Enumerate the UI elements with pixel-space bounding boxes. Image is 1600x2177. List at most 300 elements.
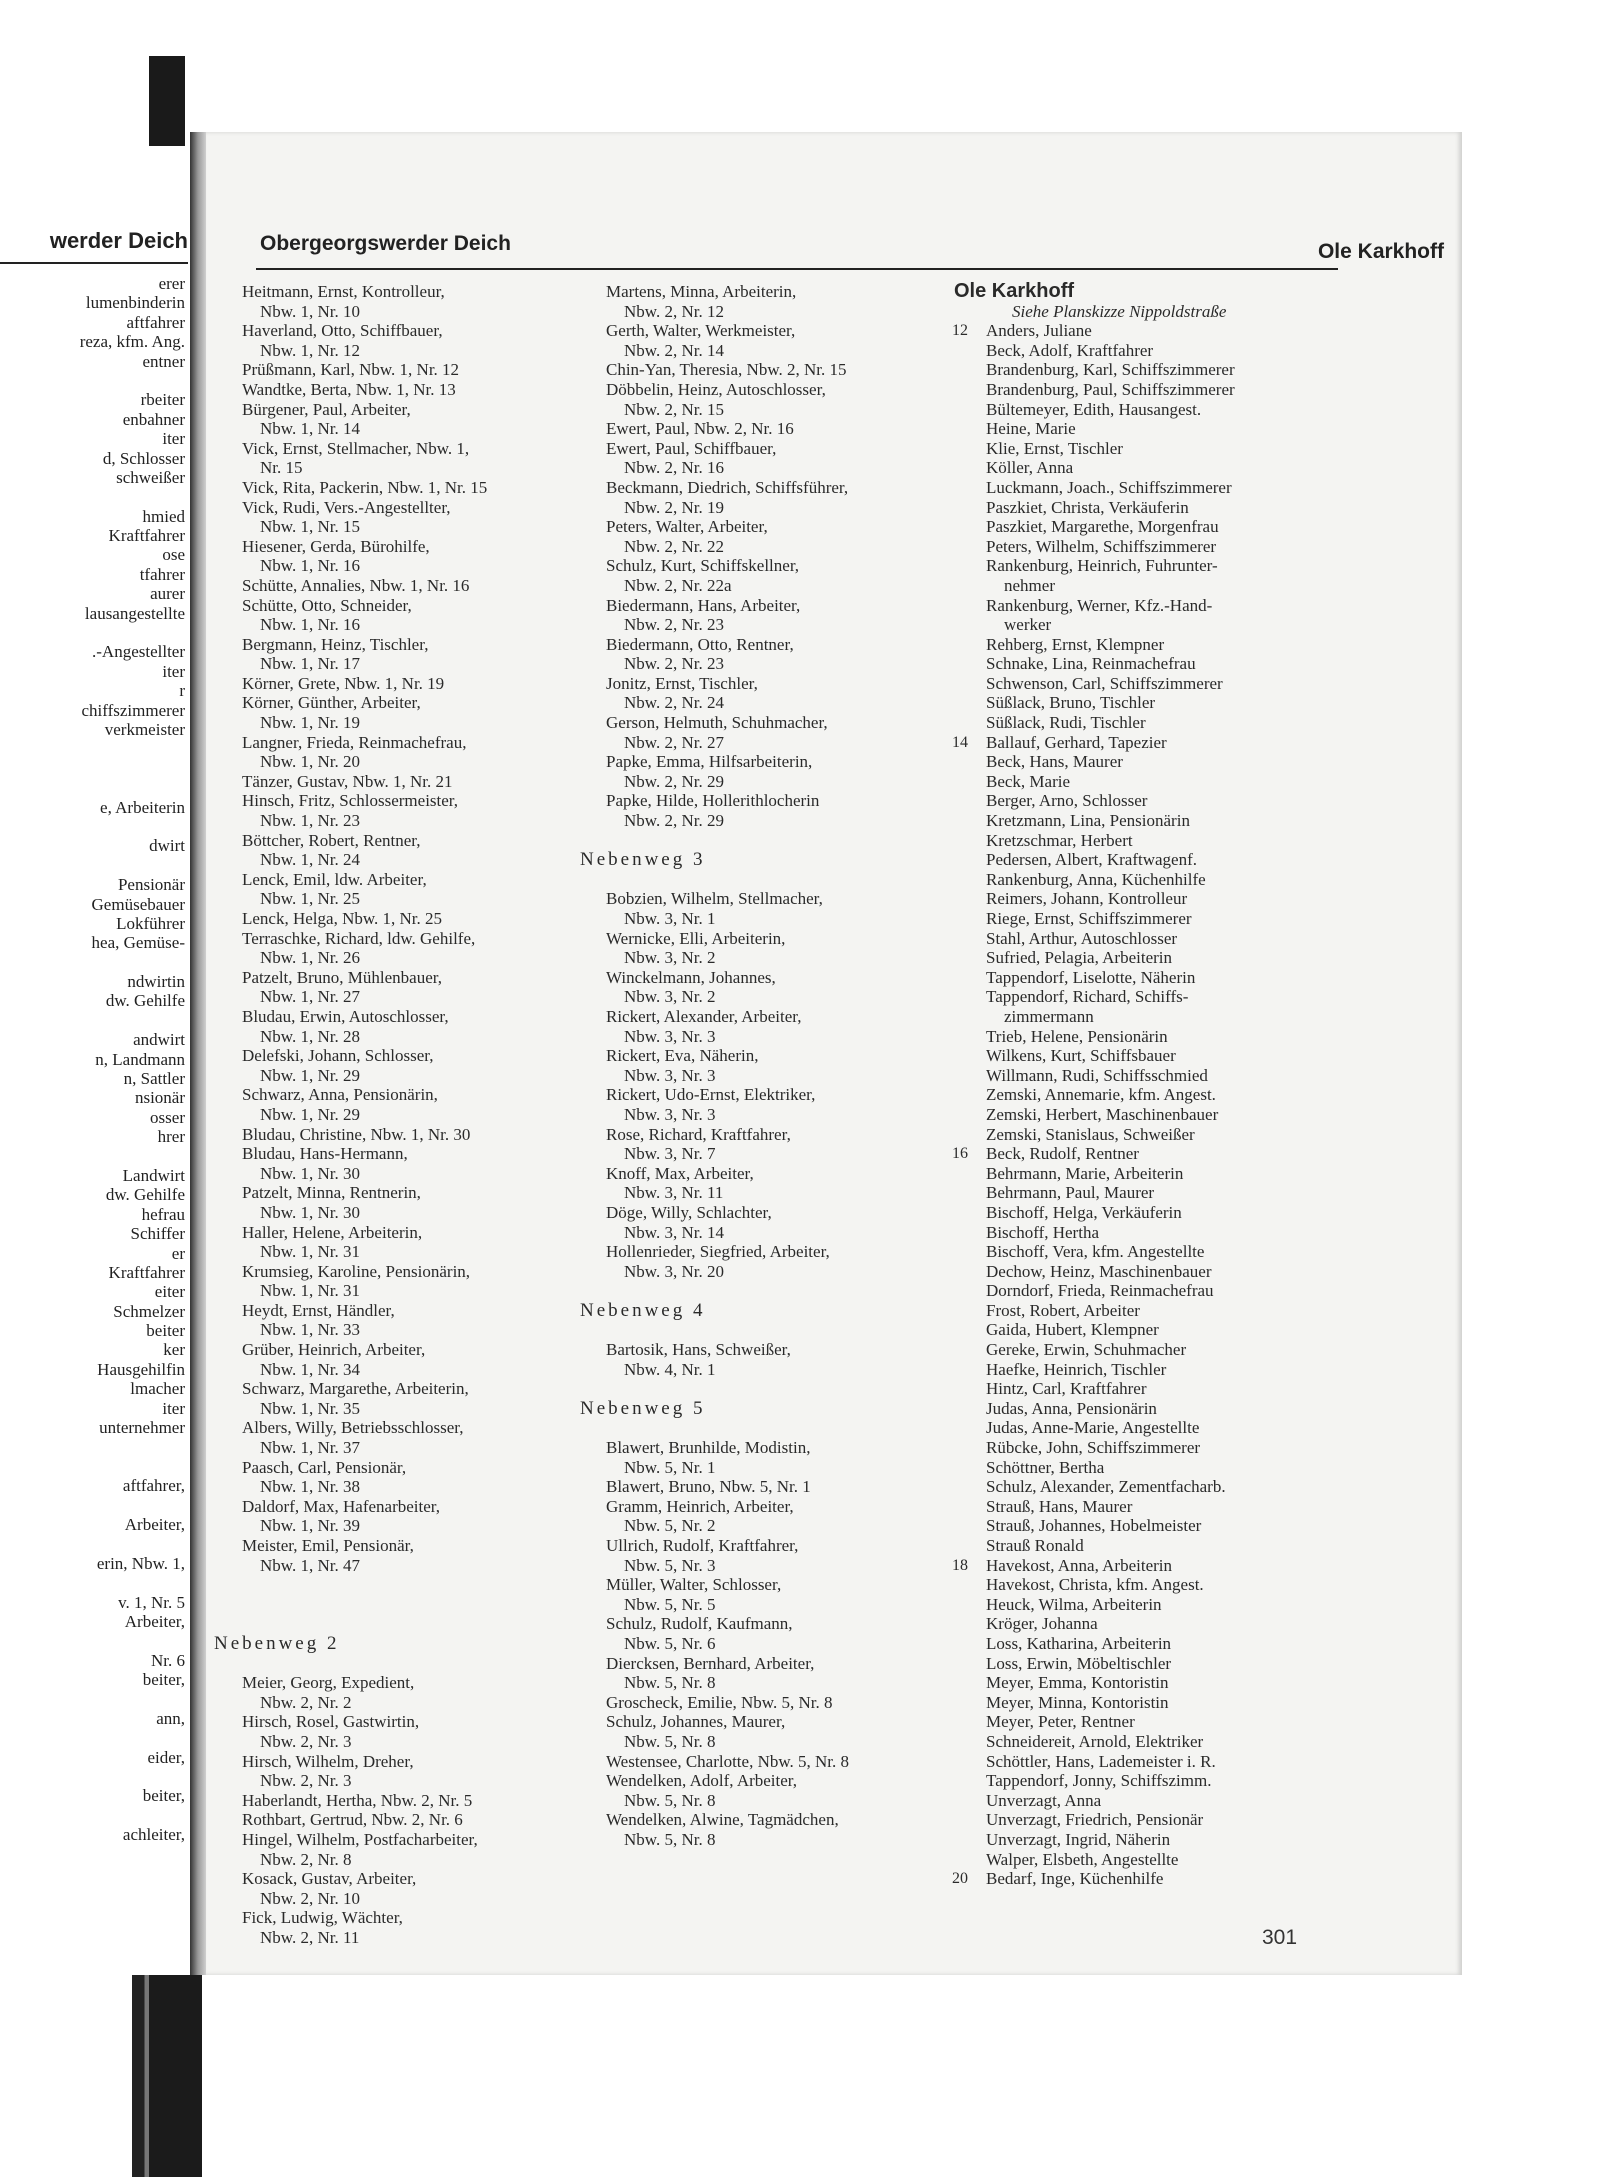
left-page-line (0, 1185, 185, 1204)
entry-line (242, 1183, 572, 1203)
entry-line (606, 537, 936, 557)
entry-text: Blawert, Brunhilde, Modistin, (606, 1438, 811, 1458)
left-page-line (0, 604, 185, 623)
entry-text: Nbw. 1, Nr. 30 (260, 1163, 360, 1183)
left-page-line (0, 1593, 185, 1612)
entry-line (242, 1458, 572, 1478)
entry-line (952, 733, 1438, 753)
header-rule (256, 268, 1338, 270)
entry-text: Tappendorf, Richard, Schiffs- (986, 987, 1189, 1007)
left-page-line-text: Kraftfahrer (108, 526, 185, 546)
entry-text: Nbw. 2, Nr. 22a (624, 575, 732, 595)
entry-line (606, 439, 936, 459)
left-page-line (0, 1030, 185, 1049)
left-page-fragment (0, 146, 193, 1976)
entry-line (606, 556, 936, 576)
left-page-line-text: Nr. 6 (151, 1650, 185, 1670)
blank-line (606, 1320, 936, 1340)
entry-text: Ewert, Paul, Nbw. 2, Nr. 16 (606, 419, 794, 439)
entry-text: Brandenburg, Paul, Schiffszimmerer (986, 379, 1235, 399)
entry-text: Nbw. 1, Nr. 38 (260, 1477, 360, 1497)
entry-line (952, 870, 1438, 890)
entry-line (952, 1477, 1438, 1497)
column-3 (952, 282, 1438, 1889)
entry-text: Unverzagt, Ingrid, Näherin (986, 1829, 1171, 1849)
left-page-line-text: verkmeister (104, 719, 185, 739)
blank-line (606, 831, 936, 851)
entry-text: Luckmann, Joach., Schiffszimmerer (986, 477, 1232, 497)
entry-text: Nr. 15 (260, 458, 303, 478)
entry-text: Schöttler, Hans, Lademeister i. R. (986, 1751, 1216, 1771)
entry-text: Schwenson, Carl, Schiffszimmerer (986, 673, 1223, 693)
entry-text: Wernicke, Elli, Arbeiterin, (606, 928, 786, 948)
entry-text: Biedermann, Otto, Rentner, (606, 634, 794, 654)
entry-text: Loss, Katharina, Arbeiterin (986, 1633, 1172, 1653)
entry-line (606, 1144, 936, 1164)
entry-line (952, 654, 1438, 674)
entry-text: Nbw. 2, Nr. 22 (624, 536, 724, 556)
binding-strip-top (149, 56, 185, 156)
entry-line (242, 693, 572, 713)
entry-text: Nbw. 1, Nr. 31 (260, 1281, 360, 1301)
entry-text: Ullrich, Rudolf, Kraftfahrer, (606, 1536, 799, 1555)
left-page-line-text: e, Arbeiterin (100, 797, 185, 817)
entry-text: Heitmann, Ernst, Kontrolleur, (242, 282, 445, 301)
left-page-line (0, 410, 185, 429)
entry-text: Nbw. 1, Nr. 15 (260, 517, 360, 537)
entry-line (242, 752, 572, 772)
left-page-line (0, 449, 185, 468)
entry-text: Beck, Hans, Maurer (986, 752, 1123, 772)
entry-text: zimmermann (1004, 1006, 1094, 1026)
left-page-line (0, 836, 185, 855)
entry-text: Vick, Ernst, Stellmacher, Nbw. 1, (242, 438, 470, 458)
entry-line (952, 1320, 1438, 1340)
entry-text: Papke, Hilde, Hollerithlocherin (606, 791, 820, 811)
entry-text: Rübcke, John, Schiffszimmerer (986, 1438, 1201, 1458)
left-page-line (0, 487, 185, 506)
entry-text: Vick, Rita, Packerin, Nbw. 1, Nr. 15 (242, 477, 488, 497)
left-page-line (0, 507, 185, 526)
entry-text: Nbw. 1, Nr. 26 (260, 948, 360, 968)
entry-text: Ballauf, Gerhard, Tapezier (986, 732, 1167, 752)
entry-line (606, 1536, 936, 1556)
entry-text: Döbbelin, Heinz, Autoschlosser, (606, 379, 826, 399)
entry-text: Rankenburg, Anna, Küchenhilfe (986, 869, 1206, 889)
entry-line (242, 1712, 572, 1732)
entry-text: Nbw. 1, Nr. 17 (260, 654, 360, 674)
entry-text: Nbw. 2, Nr. 23 (624, 615, 724, 635)
entry-text: Zemski, Stanislaus, Schweißer (986, 1124, 1195, 1144)
entry-text: Süßlack, Bruno, Tischler (986, 693, 1156, 713)
left-header-rule (0, 262, 188, 264)
entry-text: Nbw. 1, Nr. 16 (260, 556, 360, 576)
entry-line (606, 635, 936, 655)
entry-text: Prüßmann, Karl, Nbw. 1, Nr. 12 (242, 360, 460, 380)
house-number: 12 (952, 322, 968, 340)
left-page-line-text: rbeiter (140, 390, 185, 410)
left-page-line (0, 1554, 185, 1573)
entry-line (242, 1301, 572, 1321)
entry-text: Gereke, Erwin, Schuhmacher (986, 1340, 1187, 1360)
entry-text: Nbw. 2, Nr. 27 (624, 732, 724, 752)
entry-text: Nebenweg 5 (580, 1397, 706, 1419)
entry-text: Strauß, Johannes, Hobelmeister (986, 1516, 1202, 1536)
left-page-line-text: iter (162, 429, 185, 449)
house-number: 18 (952, 1556, 968, 1574)
entry-text: Lenck, Helga, Nbw. 1, Nr. 25 (242, 909, 443, 928)
entry-text: Köller, Anna (986, 458, 1074, 478)
entry-line (606, 1203, 936, 1223)
entry-line (952, 1673, 1438, 1693)
left-page-line (0, 1302, 185, 1321)
left-page-line (0, 390, 185, 409)
left-page-line (0, 817, 185, 836)
left-page-line-text: chiffszimmerer (81, 700, 185, 720)
entry-text: Nbw. 1, Nr. 28 (260, 1026, 360, 1046)
entry-text: Nbw. 2, Nr. 8 (260, 1849, 352, 1869)
entry-line (606, 674, 936, 694)
entry-line (242, 772, 572, 792)
entry-text: Nbw. 5, Nr. 5 (624, 1594, 716, 1614)
entry-text: Schulz, Rudolf, Kaufmann, (606, 1614, 793, 1634)
left-page-line (0, 1496, 185, 1515)
entry-text: Gaida, Hubert, Klempner (986, 1320, 1159, 1340)
left-page-line (0, 662, 185, 681)
entry-text: Nbw. 1, Nr. 27 (260, 987, 360, 1007)
left-page-line (0, 739, 185, 758)
entry-text: Krumsieg, Karoline, Pensionärin, (242, 1261, 471, 1281)
entry-line (242, 1223, 572, 1243)
entry-line (952, 674, 1438, 694)
blank-line (606, 1418, 936, 1438)
left-page-line (0, 1050, 185, 1069)
left-page-line-text: Arbeiter, (124, 1611, 185, 1631)
entry-line (952, 576, 1438, 596)
entry-line (606, 1477, 936, 1497)
entry-text: Hirsch, Rosel, Gastwirtin, (242, 1712, 420, 1732)
left-page-line-text: ann, (156, 1708, 185, 1728)
entry-line (242, 791, 572, 811)
street-heading (952, 282, 1438, 302)
entry-line (242, 1477, 572, 1497)
left-page-line-text: tfahrer (139, 564, 185, 584)
left-page-line (0, 1108, 185, 1127)
entry-line (606, 596, 936, 616)
left-page-line-text: er (171, 1243, 185, 1263)
left-page-line (0, 720, 185, 739)
left-page-line (0, 1127, 185, 1146)
blank-line (242, 1614, 572, 1634)
entry-text: Bobzien, Wilhelm, Stellmacher, (606, 889, 823, 909)
entry-text: Meister, Emil, Pensionär, (242, 1536, 414, 1555)
entry-text: Daldorf, Max, Hafenarbeiter, (242, 1496, 441, 1516)
entry-text: Nbw. 5, Nr. 8 (624, 1829, 716, 1849)
entry-text: Wilkens, Kurt, Schiffsbauer (986, 1046, 1176, 1066)
left-page-line (0, 1651, 185, 1670)
entry-line (242, 1752, 572, 1772)
entry-line (952, 1379, 1438, 1399)
entry-text: Heuck, Wilma, Arbeiterin (986, 1594, 1162, 1614)
entry-line (952, 1712, 1438, 1732)
entry-text: Grüber, Heinrich, Arbeiter, (242, 1340, 426, 1360)
entry-text: Nbw. 5, Nr. 3 (624, 1555, 716, 1575)
entry-line (952, 341, 1438, 361)
entry-line (952, 419, 1438, 439)
entry-text: Tänzer, Gustav, Nbw. 1, Nr. 21 (242, 771, 453, 791)
entry-line (606, 341, 936, 361)
left-page-line-text: ose (162, 545, 185, 565)
entry-text: Bludau, Hans-Hermann, (242, 1144, 408, 1164)
entry-text: Martens, Minna, Arbeiterin, (606, 282, 797, 301)
entry-text: Nbw. 1, Nr. 23 (260, 811, 360, 831)
left-page-line (0, 875, 185, 894)
entry-line (606, 1830, 936, 1850)
entry-text: Bischoff, Vera, kfm. Angestellte (986, 1242, 1205, 1262)
entry-line (952, 1516, 1438, 1536)
left-page-line (0, 371, 185, 390)
entry-line (952, 1497, 1438, 1517)
entry-text: Nbw. 3, Nr. 3 (624, 1065, 716, 1085)
left-page-line (0, 1340, 185, 1359)
entry-text: Rothbart, Gertrud, Nbw. 2, Nr. 6 (242, 1810, 463, 1830)
left-page-line-text: Schmelzer (113, 1301, 185, 1321)
entry-line (952, 1752, 1438, 1772)
entry-line (952, 517, 1438, 537)
entry-line (606, 1771, 936, 1791)
entry-text: Nbw. 2, Nr. 10 (260, 1888, 360, 1908)
entry-line (242, 1340, 572, 1360)
left-page-line-text: lumenbinderin (85, 293, 185, 313)
entry-line (952, 1007, 1438, 1027)
entry-line (606, 791, 936, 811)
entry-text: Heine, Marie (986, 419, 1076, 439)
left-page-line (0, 1379, 185, 1398)
left-page-line-text: erer (158, 274, 185, 293)
entry-text: Langner, Frieda, Reinmachefrau, (242, 732, 467, 752)
entry-text: Böttcher, Robert, Rentner, (242, 830, 421, 850)
entry-line (242, 1125, 572, 1145)
left-page-line-text: osser (150, 1107, 185, 1127)
entry-text: Rose, Richard, Kraftfahrer, (606, 1124, 791, 1144)
entry-text: Nbw. 1, Nr. 39 (260, 1516, 360, 1536)
entry-text: Nbw. 3, Nr. 1 (624, 909, 716, 928)
left-page-line-text: v. 1, Nr. 5 (118, 1592, 185, 1612)
entry-text: Nbw. 1, Nr. 14 (260, 419, 360, 439)
entry-line (606, 380, 936, 400)
entry-line (606, 400, 936, 420)
entry-line (606, 419, 936, 439)
entry-text: Nbw. 1, Nr. 35 (260, 1398, 360, 1418)
entry-line (242, 1830, 572, 1850)
entry-line (606, 458, 936, 478)
entry-text: Gerth, Walter, Werkmeister, (606, 321, 796, 341)
left-page-lines (0, 274, 185, 1845)
entry-text: Brandenburg, Karl, Schiffszimmerer (986, 360, 1235, 380)
left-page-line (0, 681, 185, 700)
entry-line (606, 576, 936, 596)
entry-line (242, 635, 572, 655)
entry-text: Nbw. 2, Nr. 15 (624, 399, 724, 419)
entry-text: Anders, Juliane (986, 321, 1092, 341)
entry-text: Dorndorf, Frieda, Reinmachefrau (986, 1281, 1214, 1301)
entry-line (606, 1242, 936, 1262)
left-page-line-text: eiter (154, 1282, 185, 1302)
entry-text: Vick, Rudi, Vers.-Angestellter, (242, 497, 451, 517)
entry-line (242, 1536, 572, 1556)
entry-line (952, 1360, 1438, 1380)
left-page-line (0, 1670, 185, 1689)
entry-line (606, 498, 936, 518)
left-page-line (0, 293, 185, 312)
subsection-heading (580, 1397, 936, 1419)
entry-text: Trieb, Helene, Pensionärin (986, 1026, 1168, 1046)
left-page-line (0, 1069, 185, 1088)
entry-line (606, 1810, 936, 1830)
left-page-line (0, 914, 185, 933)
entry-text: Nbw. 1, Nr. 33 (260, 1320, 360, 1340)
entry-line (606, 360, 936, 380)
entry-text: Siehe Planskizze Nippoldstraße (1012, 301, 1227, 321)
entry-text: Paasch, Carl, Pensionär, (242, 1457, 407, 1477)
left-page-line-text: enbahner (122, 409, 185, 429)
entry-text: Beck, Rudolf, Rentner (986, 1144, 1139, 1164)
left-page-line-text: erin, Nbw. 1, (96, 1553, 185, 1573)
entry-text: Bischoff, Hertha (986, 1222, 1099, 1242)
entry-line (242, 1418, 572, 1438)
entry-text: Peters, Walter, Arbeiter, (606, 517, 768, 537)
entry-line (952, 1869, 1438, 1889)
entry-text: Nbw. 5, Nr. 6 (624, 1633, 716, 1653)
left-page-line (0, 274, 185, 293)
entry-line (606, 615, 936, 635)
entry-text: Nbw. 2, Nr. 23 (624, 654, 724, 674)
left-page-line-text: dw. Gehilfe (105, 1185, 185, 1205)
left-page-line (0, 701, 185, 720)
entry-text: Nbw. 1, Nr. 19 (260, 713, 360, 733)
left-page-line (0, 778, 185, 797)
left-page-line (0, 972, 185, 991)
entry-line (606, 302, 936, 322)
entry-text: Riege, Ernst, Schiffszimmerer (986, 909, 1192, 928)
entry-line (952, 1458, 1438, 1478)
entry-text: Schütte, Otto, Schneider, (242, 595, 412, 615)
entry-text: Diercksen, Bernhard, Arbeiter, (606, 1653, 815, 1673)
entry-text: Biedermann, Hans, Arbeiter, (606, 595, 801, 615)
entry-text: Berger, Arno, Schlosser (986, 791, 1148, 811)
entry-text: Walper, Elsbeth, Angestellte (986, 1849, 1179, 1869)
entry-line (606, 693, 936, 713)
entry-line (242, 517, 572, 537)
entry-line (242, 1281, 572, 1301)
running-head-street: Obergeorgswerder Deich (260, 232, 511, 255)
entry-line (242, 537, 572, 557)
left-page-line-text: Hausgehilfin (97, 1359, 185, 1379)
entry-line (606, 929, 936, 949)
left-page-line-text: aftfahrer (126, 312, 185, 332)
left-page-line (0, 1631, 185, 1650)
entry-text: Rehberg, Ernst, Klempner (986, 634, 1165, 654)
entry-line (242, 929, 572, 949)
entry-text: Stahl, Arthur, Autoschlosser (986, 928, 1178, 948)
entry-text: Nebenweg 2 (214, 1632, 340, 1654)
entry-line (242, 889, 572, 909)
entry-text: Meyer, Emma, Kontoristin (986, 1673, 1169, 1693)
entry-text: Knoff, Max, Arbeiter, (606, 1163, 754, 1183)
entry-text: Winckelmann, Johannes, (606, 967, 776, 987)
entry-text: Nbw. 1, Nr. 31 (260, 1242, 360, 1262)
entry-line (606, 968, 936, 988)
entry-line (606, 517, 936, 537)
left-page-line (0, 1825, 185, 1844)
entry-line (242, 1360, 572, 1380)
entry-text: Havekost, Anna, Arbeiterin (986, 1555, 1173, 1575)
entry-text: Schulz, Kurt, Schiffskellner, (606, 556, 800, 576)
entry-text: Hiesener, Gerda, Bürohilfe, (242, 536, 430, 556)
entry-line (606, 1164, 936, 1184)
entry-text: Schöttner, Bertha (986, 1457, 1105, 1477)
entry-line (606, 1438, 936, 1458)
left-page-line-text: hefrau (141, 1204, 185, 1224)
entry-line (242, 1085, 572, 1105)
left-page-line (0, 1088, 185, 1107)
entry-line (242, 341, 572, 361)
entry-text: Willmann, Rudi, Schiffsschmied (986, 1065, 1208, 1085)
entry-text: Havekost, Christa, kfm. Angest. (986, 1575, 1204, 1595)
entry-line (242, 654, 572, 674)
entry-line (952, 1125, 1438, 1145)
directory-page (206, 132, 1462, 1975)
blank-line (606, 1281, 936, 1301)
entry-line (242, 419, 572, 439)
entry-text: Behrmann, Marie, Arbeiterin (986, 1163, 1184, 1183)
entry-line (606, 1556, 936, 1576)
entry-line (606, 948, 936, 968)
entry-line (952, 478, 1438, 498)
left-page-line-text: n, Landmann (95, 1049, 185, 1069)
left-page-line-text: Kraftfahrer (108, 1262, 185, 1282)
entry-line (242, 1164, 572, 1184)
entry-line (242, 302, 572, 322)
entry-line (952, 1183, 1438, 1203)
entry-text: Judas, Anna, Pensionärin (986, 1398, 1157, 1418)
left-page-line-text: hmied (142, 506, 185, 526)
entry-line (242, 1007, 572, 1027)
entry-line (606, 1085, 936, 1105)
subsection-heading (214, 1632, 572, 1654)
entry-text: Nbw. 1, Nr. 37 (260, 1438, 360, 1458)
entry-text: Delefski, Johann, Schlosser, (242, 1046, 434, 1066)
entry-text: Fick, Ludwig, Wächter, (242, 1908, 403, 1928)
entry-line (952, 1046, 1438, 1066)
entry-line (952, 831, 1438, 851)
entry-text: Kröger, Johanna (986, 1614, 1098, 1634)
left-page-line-text: ker (163, 1340, 185, 1360)
left-page-line (0, 429, 185, 448)
entry-text: Blawert, Bruno, Nbw. 5, Nr. 1 (606, 1477, 811, 1497)
entry-line (952, 615, 1438, 635)
entry-text: Sufried, Pelagia, Arbeiterin (986, 948, 1173, 968)
entry-line (242, 1027, 572, 1047)
entry-line (952, 1027, 1438, 1047)
left-page-line-text: iter (162, 661, 185, 681)
entry-line (242, 1693, 572, 1713)
entry-line (242, 1066, 572, 1086)
entry-text: Patzelt, Minna, Rentnerin, (242, 1183, 421, 1203)
binding-strip-bottom (132, 1975, 202, 2177)
entry-text: Dechow, Heinz, Maschinenbauer (986, 1261, 1212, 1281)
entry-line (242, 850, 572, 870)
